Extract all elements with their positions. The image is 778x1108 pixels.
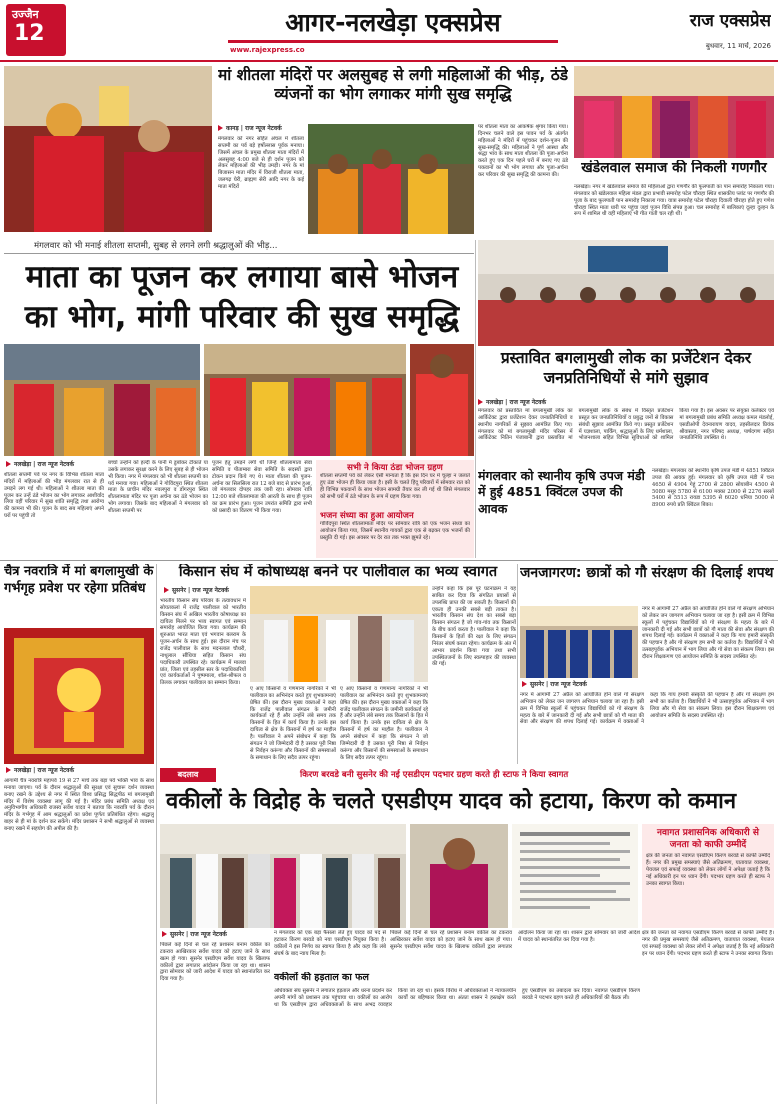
story8-body: नगर में आगामी 27 अप्रैल को आयोजित होने वाले गो संरक्षण अभियान को लेकर जन जागरण अभियान चलाया जा रहा है। इसी क्रम में विभिन्न स्कूलों में पहुंचकर विद्यार्थियों को गो संरक्षण के महत्व के बारे में जानकारी दी गई और सभी छात्रों को गौ माता की सेवा और संरक्षण की शपथ दिलाई गई। कार्यक्रम में वक्ताओं ने कहा कि गाय हमारी संस्कृति की पहचान है और गो संरक्षण हम सभी का कर्तव्य है। विद्यार्थियों ने भी उत्साहपूर्वक अभियान में भाग लिया और गो सेवा का संकल्प लिया। इस दौरान शिक्षकगण एवं आयोजन समिति के सदस्य उपस्थित रहे। [520, 692, 774, 726]
story3-byline [6, 460, 92, 470]
story4-headline: प्रस्तावित बगलामुखी लोक का प्रजेंटेशन देकर जनप्रतिनिधियों से मांगे सुझाव [500, 349, 752, 388]
felicitation-photo [250, 586, 428, 682]
column-rule [517, 564, 518, 764]
bullet-icon [164, 587, 169, 593]
story3-body-1: शीतला सप्तमी पर्व पर नगर के विभिन्न शीतला माता मंदिरों में महिलाओं की भीड़ मंगलवार रात से ही उमड़ने लग गई थी। महिलाओं ने शीतला माता की पूजन कर उन्हें ठंडे भोजन का भोग लगाकर आशीर्वाद लिया वहीं परिवार में सुख शांति समृद्धि तथा आरोग्य की कामना भी की। पूजन के बाद सब महिलाएं अपने घरों पर पहुंची तो [4, 472, 104, 520]
story8-headline-box [520, 564, 774, 604]
students-oath-photo [520, 606, 638, 678]
story7-body-3: उन्होंने कहा कि इस पूरे घटनाक्रम ने यह साबित कर दिया कि संगठित प्रयासों से उपलब्धि प्राप्त की जा सकती है। किसानों की एकता ही उनकी सबसे बड़ी ताकत है। भारतीय किसान संघ देश का सबसे बड़ा किसान संगठन है जो गांव-गांव तक किसानों के बीच कार्य करता है। पालीवाल ने कहा कि किसानों के हितों की रक्षा के लिए संगठन निरंतर संघर्ष करता रहेगा। कार्यक्रम के अंत में आभार प्रदर्शन किया गया तथा सभी उपस्थितजनों के लिए स्वल्पाहार की व्यवस्था की गई। [432, 586, 516, 668]
story3-body-2: बच्चों उन्होंने को हल्दी के पानी में डुबोकर टीकाते या उसके लगाकर सुरक्षा करने के लिए सुबह से ही भोजन भी किया। नगर में मंगलवार को भी शीतला सप्तमी का पर्व मनाया गया। महिलाओं ने गोविंदपुरा स्थित शीतला माता के प्राचीन मंदिर नवलपुरा व डोंगरपुरा स्थित शीतलामाता मंदिर पर पूजा अर्चना कर ठंडे भोजन का भोग लगाया। जिसके बाद महिलाओं ने मंगलवार को शीतला सप्तमी पर [108, 460, 208, 515]
banner-tag: बदलाव [160, 768, 216, 782]
byline-text: कानड़ | राज न्यूज नेटवर्क [226, 125, 282, 132]
story1-headline: मां शीतला मंदिरों पर अलसुबह से लगी महिलाओं की भीड़, ठंडे व्यंजनों का भोग लगाकर मांगी सुख समृद्धि [218, 66, 568, 104]
sidebox9-text: क्षेत्र की जनता को नवागत एसडीएम किरण बरवडे से काफी उम्मीदें हैं। नगर की प्रमुख समस्याएं जैसे अतिक्रमण, यातायात व्यवस्था, पेयजल एवं सफाई व्यवस्था को लेकर लोगों ने अपेक्षा जताई है कि नई अधिकारी इन पर ध्यान देंगी। पदभार ग्रहण करते ही स्टाफ ने उनका स्वागत किया। [646, 853, 770, 887]
story5-headline-box [478, 468, 648, 520]
story5-body: नलखेड़ा। मंगलवार को स्थानीय कृषि उपज मंडी में 4851 क्विंटल उपज की आवक हुई। मंगलवार को कृषि उपज मंडी में चना 4650 से 4904 गेहूं 2700 से 2800 सोयाबीन 4500 से 5080 मसूर 5780 से 6100 मक्का 2000 से 2276 सरसों 5400 से 5513 रायडा 5395 से 6020 धनिया 5000 से 8900 रुपये प्रति क्विंटल बिका। [652, 468, 774, 509]
bullet-icon [478, 399, 483, 405]
page-number: 12 [14, 21, 45, 46]
story3-sidebox [316, 460, 474, 558]
sidebox-title-2: भजन संध्या का हुआ आयोजन [320, 511, 414, 522]
page-number-box [6, 4, 66, 56]
story9-subhead: वकीलों की हड़ताल का फल [274, 972, 369, 983]
column-rule [156, 564, 157, 1104]
city-label: उज्जैन [12, 8, 39, 21]
masthead-rule [0, 60, 778, 62]
story9-headline: वकीलों के विद्रोह के चलते एसडीएम यादव को हटाया, किरण को कमान [166, 789, 737, 814]
story8-body-top: नगर में आगामी 27 अप्रैल को आयोजित होने वाले गो संरक्षण अभियान को लेकर जन जागरण अभियान चलाया जा रहा है। इसी क्रम में विभिन्न स्कूलों में पहुंचकर विद्यार्थियों को गो संरक्षण के महत्व के बारे में जानकारी दी गई और सभी छात्रों को गौ माता की सेवा और संरक्षण की शपथ दिलाई गई। कार्यक्रम में वक्ताओं ने कहा कि गाय हमारी संस्कृति की पहचान है और गो संरक्षण हम सभी का कर्तव्य है। विद्यार्थियों ने भी उत्साहपूर्वक अभियान में भाग लिया और गो सेवा का संकल्प लिया। इस दौरान शिक्षकगण एवं आयोजन समिति के सदस्य उपस्थित रहे। [642, 606, 774, 661]
temple-crowd-photo [204, 344, 406, 456]
column-rule [475, 240, 476, 558]
byline-text: सुसनेर | राज न्यूज नेटवर्क [530, 681, 587, 688]
story6-byline [6, 766, 96, 776]
byline-text: नलखेड़ा | राज न्यूज नेटवर्क [14, 767, 75, 774]
kicker-text: मंगलवार को भी मनाई शीतला सप्तमी, सुबह से लगने लगी श्रद्धालुओं की भीड़... [34, 241, 278, 251]
sidebox-title-1: सभी ने किया ठंडा भोजन ग्रहण [347, 463, 443, 473]
story1-byline [218, 124, 304, 134]
bullet-icon [162, 931, 167, 937]
story7-headline: किसान संघ में कोषाध्यक्ष बनने पर पालीवाल का भव्य स्वागत [178, 564, 498, 580]
baglamukhi-temple-photo [4, 628, 154, 764]
story9-headline-box [160, 784, 774, 822]
bullet-icon [6, 767, 11, 773]
sidebox-text-1: शीतला सप्तमी पर्व को लेकर ऐसी मान्यता है कि इस दिन घर में चूल्हा न जलाते हुए ठंडा भोजन ही किया जाता है। इसी के चलते हिंदू परिवारों में सोमवार रात को ही विभिन्न पकवानों के साथ भोजन सामग्री तैयार कर ली गई थी जिसे मंगलवार को सभी घरों में ठंडे भोजन के रूप में ग्रहण किया गया। [320, 473, 470, 500]
story7-byline [164, 586, 254, 596]
women-worship-photo [4, 344, 200, 456]
gangaur-photo [574, 66, 774, 158]
bullet-icon [522, 681, 527, 687]
page-title: आगर-नलखेड़ा एक्सप्रेस [228, 6, 558, 43]
transfer-order-photo [512, 824, 638, 928]
story8-headline: जनजागरण: छात्रों को गौ संरक्षण की दिलाई शपथ [520, 565, 774, 581]
story2-headline: खंडेलवाल समाज की निकली गणगौर [581, 160, 767, 176]
story5-headline: मंगलवार को स्थानीय कृषि उपज मंडी में हुई 4851 क्विंटल उपज की आवक [478, 468, 645, 516]
sdm-portrait-photo [410, 824, 508, 928]
story6-body: आगामी चैत्र नवरात्रि महापर्व 19 से 27 मार्च तक बड़ा पर्व भक्ति भाव के साथ मनाया जाएगा। पर्व के दौरान श्रद्धालुओं की सुरक्षा एवं सुचारू दर्शन व्यवस्था बनाए रखने के उद्देश्य से नगर में स्थित विश्व प्रसिद्ध सिद्धपीठ मां बगलामुखी मंदिर में विशेष व्यवस्था लागू की गई है। मंदिर प्रबंध समिति अध्यक्ष एवं अनुविभागीय अधिकारी राजस्व सर्वेश यादव ने बताया कि नवरात्रि पर्व के दौरान मंदिर के गर्भगृह में आम श्रद्धालुओं का प्रवेश पूर्णतः प्रतिबंधित रहेगा। श्रद्धालु बाहर से ही मां के दर्शन कर सकेंगे। मंदिर प्रशासन ने सभी श्रद्धालुओं से व्यवस्था बनाए रखने में सहयोग की अपील की है। [4, 778, 154, 833]
byline-text: नलखेड़ा | राज न्यूज नेटवर्क [486, 399, 547, 406]
byline-text: सुसनेर | राज न्यूज नेटवर्क [172, 587, 229, 594]
bullet-icon [6, 461, 11, 467]
story9-body-4: पिछले कई दिनों से चल रहे प्रशासन बनाम वकील का टकराव आखिरकार सर्वेश यादव को हटाए जाने के साथ खत्म हो गया। सुसनेर एसडीएम सर्वेश यादव के खिलाफ वकीलों द्वारा लगातार आंदोलन किया जा रहा था। शासन द्वारा सोमवार को जारी आदेश में यादव को स्थानांतरित कर दिया गया है। [390, 930, 640, 950]
story3-headline: माता का पूजन कर लगाया बासे भोजन का भोग, मांगी परिवार की सुख समृद्धि [24, 259, 460, 335]
devotee-photo [410, 344, 474, 456]
story1-body-2: पर शीतला माता का आकर्षक श्रृंगार किया गया। दिनभर चलने वाले इस पावन पर्व के अंतर्गत महिलाओं ने मंदिरों में पहुंचकर दर्शन-पूजन की सुख-समृद्धि की। महिलाओं ने पूर्ण आस्था और श्रद्धा भाव के साथ माता शीतला की पूजा-अर्चना करते हुए एक दिन पहले घरों में बनाए गए ठंडे पकवानों का भी भोग लगाया और पूजा-अर्चना कर परिवार की सुख समृद्धि की कामना की। [478, 124, 568, 179]
story1-body-1: मंगलवार को नगर सहित अंचल में शीतला सप्तमी का पर्व बड़े हर्षोल्लास पूर्वक मनाया। जिसमें अंचल के प्रमुख शीतला माता मंदिरों में अलसुबह 4:00 बजे से ही दर्शन पूजन को लेकर महिलाओं की भीड़ उमड़ी। नगर के मां बिजासन माता मंदिर में विराजी शीतला माता, जलगढ़ घेरी, ब्राह्मण सेरी आदि नगर के कई माता मंदिरों [218, 136, 304, 191]
story4-byline [478, 398, 568, 408]
story9-body-2: न मंगलवार को एक बड़ा फैसला लेते हुए यादव को पद से हटाकर किरण बरवडे को नया एसडीएम नियुक्त किया है। वकीलों ने इस निर्णय का स्वागत किया है और कहा कि लंबे संघर्ष के बाद न्याय मिला है। [274, 930, 386, 957]
story9-body-3: अधिवक्ता संघ सुसनेर ने लगातार हड़ताल और धरना प्रदर्शन कर अपनी मांगों को प्रशासन तक पहुंचाया था। वकीलों का आरोप था कि एसडीएम द्वारा अधिवक्ताओं के साथ अभद्र व्यवहार किया जा रहा था। इसके विरोध में अधिवक्ताओं ने न्यायालयीन कार्यों का बहिष्कार किया था। अंततः शासन ने हस्तक्षेप करते हुए एसडीएम का तबादला कर दिया। नवागत एसडीएम किरण बरवडे ने पदभार ग्रहण करते ही अधिकारियों की बैठक ली। [274, 988, 640, 1008]
story9-subhead-box [274, 972, 386, 986]
story4-headline-box [478, 348, 774, 394]
story9-sidebox [642, 824, 774, 928]
story6-headline-box [4, 564, 154, 626]
story7-body-2b: ए आए किसानों व गणमान्य नागरिकों ने भी पालीवाल का अभिनंदन करते हुए शुभकामनाएं प्रेषित कीं। इस दौरान मुख्य वक्ताओं ने कहा कि राजेंद्र पालीवाल संगठन के जमीनी कार्यकर्ता रहे हैं और उन्होंने लंबे समय तक किसानों के हित में कार्य किया है। उनके इस दायित्व से क्षेत्र के किसानों में हर्ष का माहौल है। पालीवाल ने अपने संबोधन में कहा कि संगठन ने जो जिम्मेदारी दी है उसका पूरी निष्ठा से निर्वहन करूंगा और किसानों की समस्याओं के समाधान के लिए सदैव तत्पर रहूंगा। [340, 686, 428, 761]
sdm-welcome-photo [160, 824, 406, 928]
story2-headline-box [574, 160, 774, 182]
story4-body: मंगलवार को प्रस्तावित मां बगलामुखी लोक का आर्किटेक्ट द्वारा प्रजेंटेशन देकर जनप्रतिनिधियों व स्थानीय नागरिकों से सुझाव आमंत्रित किए गए। मंगलवार को मां बगलामुखी मंदिर परिसर में आर्किटेक्ट नितिन पंजाबानी द्वारा प्रस्तावित मां बगलामुखी लोक के संबंध में विस्तृत प्रजेंटेशन प्रस्तुत कर जनप्रतिनिधियों व प्रबुद्ध जनों से विकास संबंधी सुझाव आमंत्रित किये गए। प्रस्तुत प्रजेंटेशन में यज्ञशाला, पार्किंग, श्रद्धालुओं के लिए धर्मशाला, भोजनशाला सहित विभिन्न सुविधाओं को शामिल किया गया है। इस अवसर पर संयुक्त कलेक्टर एवं मां बगलामुखी प्रबंध समिति अध्यक्ष कमल मंडलोई, एसडीओपी देवनारायण यादव, तहसीलदार प्रियंक श्रीवास्तव, नगर परिषद अध्यक्ष, पार्षदगण सहित जनप्रतिनिधि उपस्थित थे। [478, 408, 774, 442]
section-divider [0, 560, 778, 561]
story6-headline: चैत्र नवरात्रि में मां बगलामुखी के गर्भगृह प्रवेश पर रहेगा प्रतिबंध [4, 564, 154, 596]
byline-text: सुसनेर | राज न्यूज नेटवर्क [170, 931, 227, 938]
brand-name: राज एक्सप्रेस [689, 11, 771, 31]
story8-byline [522, 680, 612, 690]
presentation-meeting-photo [478, 240, 774, 346]
title-area [228, 6, 558, 44]
story9-byline [162, 930, 252, 940]
issue-date: बुधवार, 11 मार्च, 2026 [705, 42, 771, 50]
story3-headline-box [14, 258, 470, 342]
banner-strap [160, 768, 774, 782]
byline-text: नलखेड़ा | राज न्यूज नेटवर्क [14, 461, 75, 468]
story2-body: नलखेड़ा। नगर में खंडेलवाल समाज की महिलाओं द्वारा गणगौर की फूलपाती का पान समारोह निकाला गया। मंगलवार को खंडेलवाल महिला मंडल द्वारा प्रभावी समारोह पटेल चौराहा स्थित शासकीय प्लांट पर गणगौर की पूजा के बाद फूलपाती पान समारोह निकाला गया। यात्रा समारोह पटेल चौराहा दिवाली चौराहा होते हुए गणेश चौराहा स्थित माता धारी पर पहुंचा जहां पूजन विधि संपन्न हुआ। चल समारोह में बालिकाएं दूल्हा दुल्हन के रूप में शामिल थी वहीं महिलाएं भी गीत गाती चल रही थीं। [574, 184, 774, 218]
story7-body-2: ए आए किसानों व गणमान्य नागरिकों ने भी पालीवाल का अभिनंदन करते हुए शुभकामनाएं प्रेषित कीं। इस दौरान मुख्य वक्ताओं ने कहा कि राजेंद्र पालीवाल संगठन के जमीनी कार्यकर्ता रहे हैं और उन्होंने लंबे समय तक किसानों के हित में कार्य किया है। उनके इस दायित्व से क्षेत्र के किसानों में हर्ष का माहौल है। पालीवाल ने अपने संबोधन में कहा कि संगठन ने जो जिम्मेदारी दी है उसका पूरी निष्ठा से निर्वहन करूंगा और किसानों की समस्याओं के समाधान के लिए सदैव तत्पर रहूंगा। [250, 686, 336, 761]
story3-body-3: पूजन हेतु उमड़ने लगी थीं जिन्हें शीतलामाता सेवा समिति व पीताम्बरा सेवा समिति के सदस्यों द्वारा टोकन प्रदान किये गए थे। माता शीतला की पूजन-अर्चना का सिलसिला रात 12 बजे बाद से प्रारंभ हुआ, जो मंगलवार दोपहर तक जारी रहा। सोमवार रात्रि 12:00 बजे शीतलामाता की आरती के साथ ही पूजन का क्रम प्रारंभ हुआ। पूजन उपरांत समिति द्वारा सभी को प्रसादी का वितरण भी किया गया। [212, 460, 312, 515]
story7-headline-box [160, 564, 516, 584]
story1-headline-box [218, 66, 568, 122]
banner-strap-text: किरण बरवडे बनी सुसनेर की नई एसडीएम पदभार ग्रहण करते ही स्टाफ ने किया स्वागत [300, 770, 569, 780]
bullet-icon [218, 125, 223, 131]
website-link[interactable]: www.rajexpress.co [230, 46, 305, 54]
temple-women-photo [308, 124, 474, 234]
sidebox9-title: नवागत प्रशासनिक अधिकारी से जनता को काफी उम्मीदें [657, 828, 759, 850]
sheetla-puja-photo [4, 66, 212, 232]
kicker-bar [4, 240, 474, 254]
story9-body-5: क्षेत्र की जनता को नवागत एसडीएम किरण बरवडे से काफी उम्मीदें हैं। नगर की प्रमुख समस्याएं जैसे अतिक्रमण, यातायात व्यवस्था, पेयजल एवं सफाई व्यवस्था को लेकर लोगों ने अपेक्षा जताई है कि नई अधिकारी इन पर ध्यान देंगी। पदभार ग्रहण करते ही स्टाफ ने उनका स्वागत किया। [642, 930, 774, 957]
story9-body-1: पिछले कई दिनों से चल रहे प्रशासन बनाम वकील का टकराव आखिरकार सर्वेश यादव को हटाए जाने के साथ खत्म हो गया। सुसनेर एसडीएम सर्वेश यादव के खिलाफ वकीलों द्वारा लगातार आंदोलन किया जा रहा था। शासन द्वारा सोमवार को जारी आदेश में यादव को स्थानांतरित कर दिया गया है। [160, 942, 270, 983]
masthead [0, 0, 778, 62]
sidebox-text-2: गोविंदपुरा स्थित शीतलामाता मंदिर पर सोमवार रात्रि को एक भजन संध्या का आयोजन किया गया, जिसमें स्थानीय गायकों द्वारा एक से बढ़कर एक भजनों की प्रस्तुति दी गई। इस अवसर पर देर रात तक भक्त झूमते रहे। [320, 521, 470, 542]
story7-body-1: भारतीय किसान संघ परिवार के तत्वावधान में सोयतकलां में राजेंद्र पालीवाल को भारतीय किसान संघ में अखिल भारतीय कोषाध्यक्ष का दायित्व मिलने पर भव्य स्वागत एवं सम्मान समारोह आयोजित किया गया। कार्यक्रम की शुरुआत भारत माता एवं भगवान बलराम के पूजन-अर्चन के साथ हुई। इस दौरान मंच पर राजेंद्र पालीवाल के साथ मदनलाल चौधरी, नाथूलाल सौंधिया सहित किसान संघ पदाधिकारी उपस्थित रहे। कार्यक्रम में मालवा प्रांत, जिला एवं तहसील स्तर के पदाधिकारियों एवं कार्यकर्ताओं ने पुष्पमाला, शॉल-श्रीफल व तिलक लगाकर पालीवाल का सम्मान किया। [160, 598, 246, 687]
